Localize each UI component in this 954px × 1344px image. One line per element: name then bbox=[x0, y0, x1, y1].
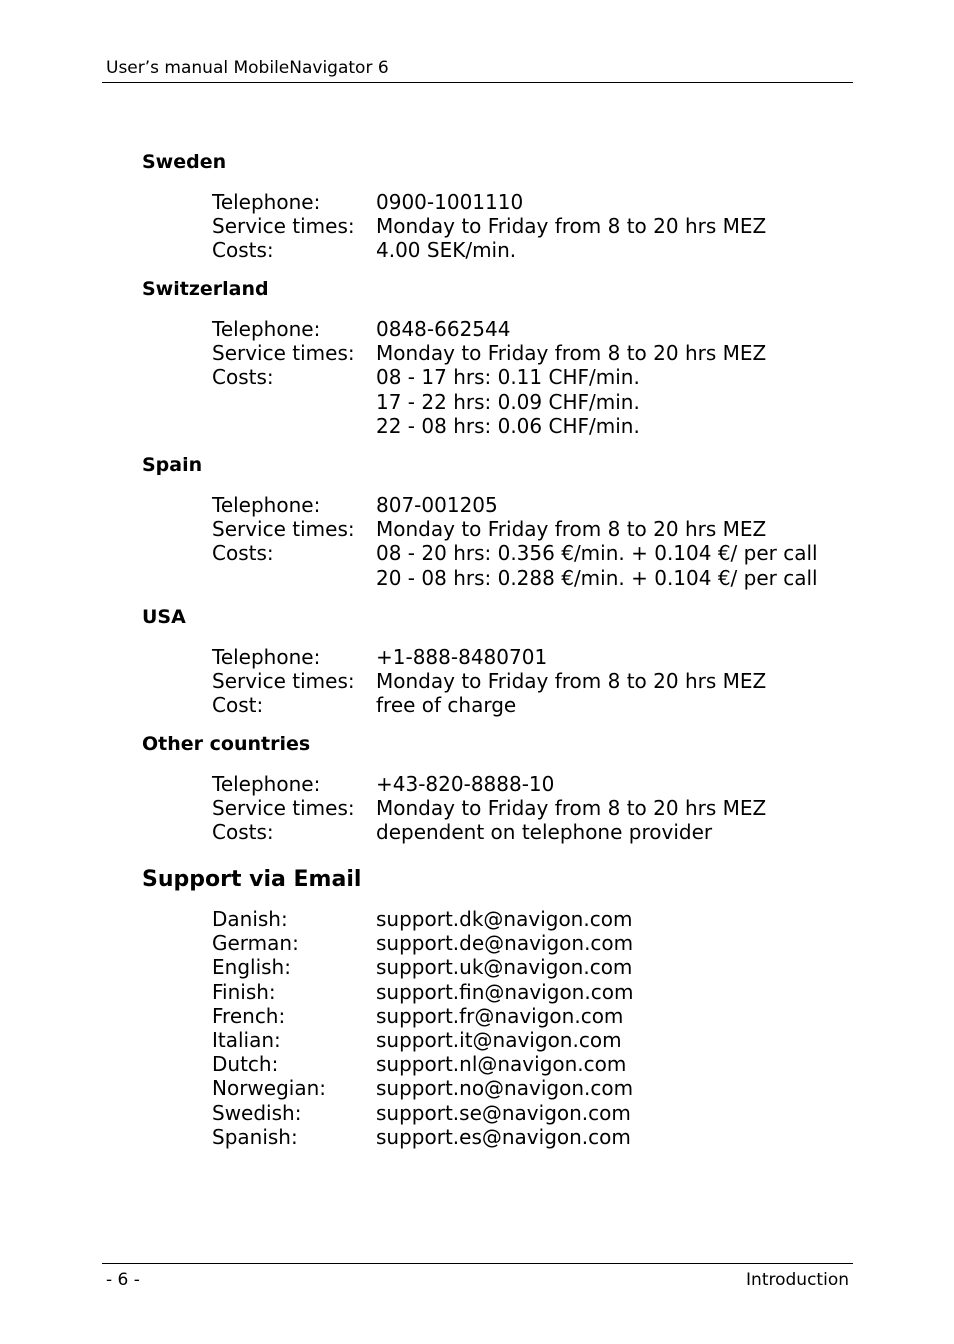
email-row bbox=[212, 1028, 842, 1052]
page-footer bbox=[102, 1263, 853, 1294]
info-rows bbox=[212, 645, 842, 718]
info-row bbox=[212, 341, 842, 365]
info-row bbox=[212, 693, 842, 717]
info-row bbox=[212, 645, 842, 669]
row-value: Monday to Friday from 8 to 20 hrs MEZ bbox=[376, 341, 767, 366]
info-row bbox=[212, 517, 842, 541]
email-address: support.dk@navigon.com bbox=[376, 907, 633, 931]
info-rows bbox=[212, 317, 842, 438]
row-value: 17 - 22 hrs: 0.09 CHF/min. bbox=[376, 389, 640, 414]
row-label: Telephone: bbox=[212, 772, 321, 796]
email-row bbox=[212, 1076, 842, 1100]
language-label: Norwegian: bbox=[212, 1076, 327, 1101]
email-row bbox=[212, 907, 842, 931]
email-section-title: Support via Email bbox=[142, 867, 362, 892]
row-value: free of charge bbox=[376, 693, 517, 718]
row-label: Service times: bbox=[212, 669, 355, 694]
info-row bbox=[212, 772, 842, 796]
row-label: Costs: bbox=[212, 238, 274, 263]
language-label: French: bbox=[212, 1003, 286, 1028]
row-value: Monday to Friday from 8 to 20 hrs MEZ bbox=[376, 517, 767, 542]
row-label: Telephone: bbox=[212, 317, 321, 341]
info-row bbox=[212, 414, 842, 438]
row-label: Costs: bbox=[212, 365, 274, 390]
section-usa bbox=[142, 605, 842, 718]
row-value: +1-888-8480701 bbox=[376, 645, 548, 669]
row-label: Service times: bbox=[212, 214, 355, 239]
header-title: User’s manual MobileNavigator 6 bbox=[106, 58, 389, 78]
page-number: - 6 - bbox=[106, 1270, 140, 1290]
section-switzerland bbox=[142, 277, 842, 438]
email-row bbox=[212, 1004, 842, 1028]
email-address: support.fr@navigon.com bbox=[376, 1003, 624, 1028]
email-address: support.de@navigon.com bbox=[376, 931, 634, 956]
email-address: support.uk@navigon.com bbox=[376, 955, 633, 980]
row-value: Monday to Friday from 8 to 20 hrs MEZ bbox=[376, 669, 767, 694]
section-other-countries bbox=[142, 732, 842, 845]
info-row bbox=[212, 541, 842, 565]
row-label: Costs: bbox=[212, 820, 274, 845]
info-rows bbox=[212, 493, 842, 590]
language-label: Danish: bbox=[212, 907, 288, 931]
row-value: Monday to Friday from 8 to 20 hrs MEZ bbox=[376, 796, 767, 821]
row-value: 08 - 20 hrs: 0.356 €/min. + 0.104 €/ per call bbox=[376, 541, 818, 566]
email-address: support.se@navigon.com bbox=[376, 1100, 631, 1125]
row-label: Cost: bbox=[212, 693, 264, 718]
info-row bbox=[212, 238, 842, 262]
row-label: Service times: bbox=[212, 517, 355, 542]
info-row bbox=[212, 365, 842, 389]
email-address: support.it@navigon.com bbox=[376, 1028, 622, 1053]
section-sweden bbox=[142, 150, 842, 263]
row-label bbox=[212, 390, 376, 414]
chapter-name: Introduction bbox=[746, 1270, 849, 1290]
email-address: support.es@navigon.com bbox=[376, 1124, 631, 1149]
row-label: Telephone: bbox=[212, 493, 321, 517]
info-rows bbox=[212, 772, 842, 845]
info-rows bbox=[212, 190, 842, 263]
section-title: Other countries bbox=[142, 733, 311, 755]
info-row bbox=[212, 566, 842, 590]
row-label: Telephone: bbox=[212, 645, 321, 669]
row-value: 0900-1001110 bbox=[376, 190, 524, 214]
section-title: Spain bbox=[142, 454, 203, 476]
email-row bbox=[212, 1101, 842, 1125]
section-email-support bbox=[142, 866, 842, 1149]
language-label: Dutch: bbox=[212, 1052, 279, 1077]
info-row bbox=[212, 190, 842, 214]
row-value: +43-820-8888-10 bbox=[376, 772, 555, 796]
row-label bbox=[212, 566, 376, 590]
info-row bbox=[212, 820, 842, 844]
language-label: Spanish: bbox=[212, 1124, 298, 1149]
language-label: Finish: bbox=[212, 979, 276, 1004]
page-header bbox=[102, 57, 853, 83]
row-label: Service times: bbox=[212, 341, 355, 366]
email-rows bbox=[212, 907, 842, 1149]
section-title: USA bbox=[142, 606, 186, 628]
email-row bbox=[212, 931, 842, 955]
info-row bbox=[212, 317, 842, 341]
email-row bbox=[212, 1052, 842, 1076]
email-row bbox=[212, 955, 842, 979]
info-row bbox=[212, 493, 842, 517]
row-value: dependent on telephone provider bbox=[376, 820, 713, 845]
language-label: Italian: bbox=[212, 1028, 281, 1053]
email-address: support.nl@navigon.com bbox=[376, 1052, 627, 1077]
row-value: Monday to Friday from 8 to 20 hrs MEZ bbox=[376, 214, 767, 239]
language-label: English: bbox=[212, 955, 291, 980]
row-value: 4.00 SEK/min. bbox=[376, 238, 517, 263]
row-label bbox=[212, 414, 376, 438]
row-value: 22 - 08 hrs: 0.06 CHF/min. bbox=[376, 413, 640, 438]
info-row bbox=[212, 669, 842, 693]
section-spain bbox=[142, 453, 842, 590]
info-row bbox=[212, 796, 842, 820]
row-label: Costs: bbox=[212, 541, 274, 566]
email-address: support.no@navigon.com bbox=[376, 1076, 634, 1101]
info-row bbox=[212, 390, 842, 414]
row-value: 08 - 17 hrs: 0.11 CHF/min. bbox=[376, 365, 640, 390]
row-value: 807-001205 bbox=[376, 493, 498, 517]
language-label: Swedish: bbox=[212, 1100, 302, 1125]
email-address: support.fin@navigon.com bbox=[376, 979, 634, 1004]
row-label: Telephone: bbox=[212, 190, 321, 214]
section-title: Switzerland bbox=[142, 278, 269, 300]
row-value: 0848-662544 bbox=[376, 317, 511, 341]
row-value: 20 - 08 hrs: 0.288 €/min. + 0.104 €/ per call bbox=[376, 565, 818, 590]
row-label: Service times: bbox=[212, 796, 355, 821]
section-title: Sweden bbox=[142, 151, 227, 173]
language-label: German: bbox=[212, 931, 299, 956]
email-row bbox=[212, 1125, 842, 1149]
email-row bbox=[212, 980, 842, 1004]
info-row bbox=[212, 214, 842, 238]
